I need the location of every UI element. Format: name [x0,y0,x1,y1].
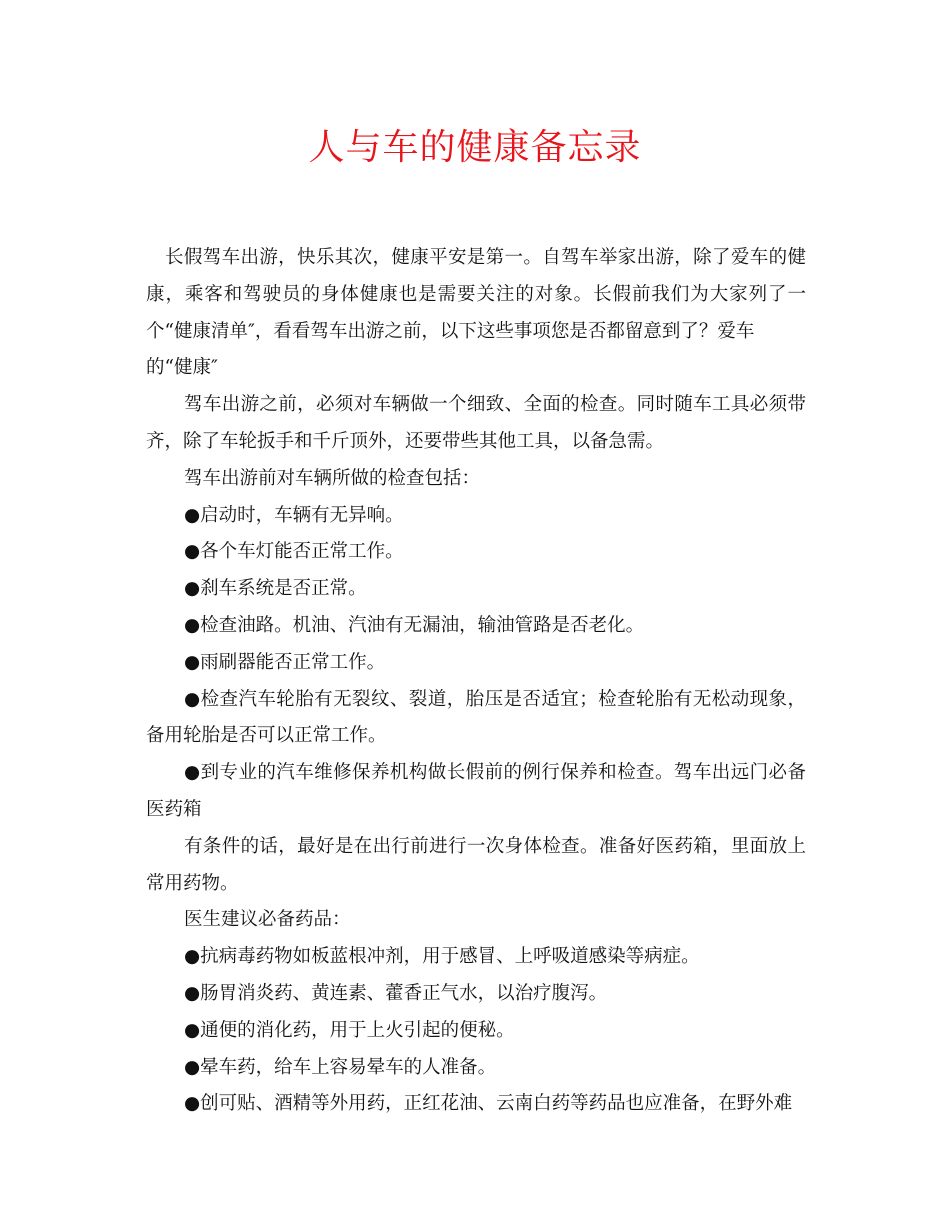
document-body [146,240,806,1123]
list-item: ●晕车药，给车上容易晕车的人准备。 [184,1056,497,1078]
list-item: ●雨刷器能否正常工作。 [184,651,386,673]
list-item: ●到专业的汽车维修保养机构做长假前的例行保养和检查。驾车出远门必备医药箱 [146,762,806,820]
paragraph-medicine-intro: 医生建议必备药品： [184,909,351,931]
paragraph-check-list-intro: 驾车出游前对车辆所做的检查包括： [184,467,481,489]
list-item: ●检查汽车轮胎有无裂纹、裂道，胎压是否适宜；检查轮胎有无松动现象，备用轮胎是否可以正常工作。 [146,688,806,747]
list-item: ●检查油路。机油、汽油有无漏油，输油管路是否老化。 [184,614,645,636]
list-item: ●创可贴、酒精等外用药，正红花油、云南白药等药品也应准备，在野外难 [184,1093,793,1115]
list-item: ●启动时，车辆有无异响。 [184,504,404,526]
list-item: ●各个车灯能否正常工作。 [184,541,404,563]
list-item: ●通便的消化药，用于上火引起的便秘。 [184,1019,515,1041]
list-item: ●刹车系统是否正常。 [184,578,367,600]
intro-paragraph: 长假驾车出游，快乐其次，健康平安是第一。自驾车举家出游，除了爱车的健康，乘客和驾驶员的身体健康也是需要关注的对象。长假前我们为大家列了一个“健康清单″，看看驾车出游之前，以下这些事项您是否都留意到了？爱车 [146,247,806,342]
paragraph-vehicle-check: 驾车出游之前，必须对车辆做一个细致、全面的检查。同时随车工具必须带齐，除了车轮扳手和千斤顶外，还要带些其他工具，以备急需。 [146,394,806,452]
list-item: ●抗病毒药物如板蓝根冲剂，用于感冒、上呼吸道感染等病症。 [184,946,700,968]
page-title: 人与车的健康备忘录 [308,127,642,168]
paragraph-medical-kit: 有条件的话，最好是在出行前进行一次身体检查。准备好医药箱，里面放上常用药物。 [146,835,806,894]
list-item: ●肠胃消炎药、黄连素、藿香正气水，以治疗腹泻。 [184,982,608,1004]
car-health-heading: 的“健康″ [146,357,218,379]
